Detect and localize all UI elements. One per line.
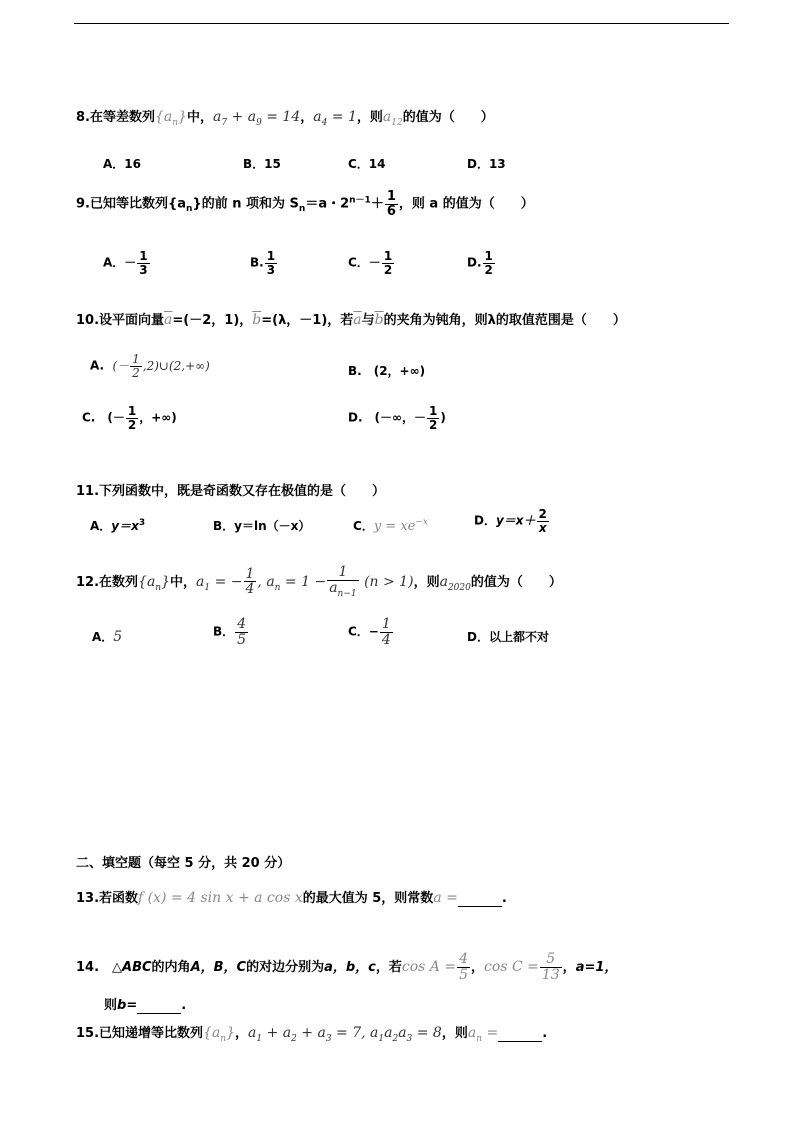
q10-option-c[interactable]: C. (－ $\frac{1}{2}$ ，+∞) — [82, 404, 177, 432]
q10-option-d[interactable]: D. (－∞，－ $\frac{1}{2}$ ) — [348, 404, 446, 432]
q8-option-d[interactable]: D．13 — [467, 157, 506, 171]
question-14: 14. △ABC的内角A，B，C的对边分别为a，b，c，若cos A = $\frac{4}{5}$ ，cos C = $\frac{5}{13}$ ，a=1， — [76, 951, 618, 983]
q11-option-b[interactable]: B．y＝ln（－x） — [213, 519, 311, 533]
q8-target: $a_{12}$ — [382, 109, 403, 128]
q9-option-a[interactable]: A．－ $\frac{1}{3}$ — [103, 249, 148, 277]
q9-option-c[interactable]: C．－ $\frac{1}{2}$ — [348, 249, 393, 277]
q9-option-b[interactable]: B. $\frac{1}{3}$ — [250, 249, 276, 277]
q8-option-b[interactable]: B．15 — [243, 157, 281, 171]
question-13: 13.若函数f (x) = 4 sin x + a cos x的最大值为 5，则常数a = . — [76, 890, 507, 906]
q8-stem: 8.在等差数列 — [76, 110, 155, 125]
q11-option-c[interactable]: C．$y = xe^{-x}$ — [353, 517, 428, 534]
q14-answer-blank[interactable] — [137, 998, 181, 1014]
q9-fraction: $\frac{1}{6}$ — [386, 189, 396, 219]
question-8: 8.在等差数列$\{a_n\}$中，$a_7 + a_9 = 14$，$a_4 = 1$，则$a_{12}$的值为（ ） — [76, 109, 494, 128]
question-14-line-2: 则b= . — [104, 998, 187, 1013]
q12-option-b[interactable]: B． $\frac{4}{5}$ — [213, 616, 247, 648]
question-11: 11.下列函数中，既是奇函数又存在极值的是（ ） — [76, 484, 386, 499]
q10-option-b[interactable]: B. (2，+∞) — [348, 364, 426, 378]
question-10: 10.设平面向量$\overline{a}=(-2$，1)，$\overline{b}=(\lambda$，－1)，若$\overline{a}$与$\overline{b}$的夹角为钝角，则λ的取值范围是（ ） — [76, 312, 626, 328]
vector-a: $\overline{a}$ — [164, 312, 173, 328]
q13-answer-blank[interactable] — [458, 891, 502, 907]
q8-option-c[interactable]: C．14 — [348, 157, 386, 171]
q11-option-d[interactable]: D．y＝x＋ $\frac{2}{x}$ — [474, 507, 547, 535]
q15-answer-blank[interactable] — [498, 1026, 542, 1042]
q12-condition: $a_1$ = − $\frac{1}{4}$ , $a_n = 1$ − $\frac{1}{a_{n-1}}$ (n > 1) — [196, 564, 414, 599]
q10-option-a[interactable]: A. (－ $\frac{1}{2}$ ,2)∪(2,+∞) — [90, 352, 210, 380]
q8-option-a[interactable]: A．16 — [103, 157, 141, 171]
question-15: 15.已知递增等比数列$\{a_n\}$，$a_1 + a_2 + a_3 = 7$, $a_1a_2a_3 = 8$，则$a_n$ = . — [76, 1025, 548, 1044]
header-rule — [74, 23, 729, 24]
question-9: 9.已知等比数列$\{a_n\}$的前 n 项和为 $S_n=a$・$2^{n-1}+$ $\frac{1}{6}$ ，则 a 的值为（ ） — [76, 189, 534, 219]
q12-option-a[interactable]: A．5 — [92, 629, 123, 645]
q8-equation-2: $a_4 = 1$ — [313, 109, 357, 128]
q8-equation-1: $a_7 + a_9 = 14$ — [212, 109, 301, 128]
section-title: 二、填空题（每空 5 分，共 20 分） — [76, 856, 291, 871]
q9-option-d[interactable]: D. $\frac{1}{2}$ — [467, 249, 493, 277]
q12-option-c[interactable]: C．− $\frac{1}{4}$ — [348, 616, 391, 648]
q11-option-a[interactable]: A．$y=x^3$ — [90, 518, 146, 533]
question-12: 12.在数列$\{a_n\}$中，$a_1$ = − $\frac{1}{4}$ , $a_n = 1$ − $\frac{1}{a_{n-1}}$ (n > 1)，则$a_{2020}$的值为（ ） — [76, 564, 562, 599]
vector-b: $\overline{b}$ — [252, 312, 262, 328]
q12-option-d[interactable]: D．以上都不对 — [467, 630, 549, 644]
q8-sequence: $\{a_n\}$ — [154, 109, 187, 128]
